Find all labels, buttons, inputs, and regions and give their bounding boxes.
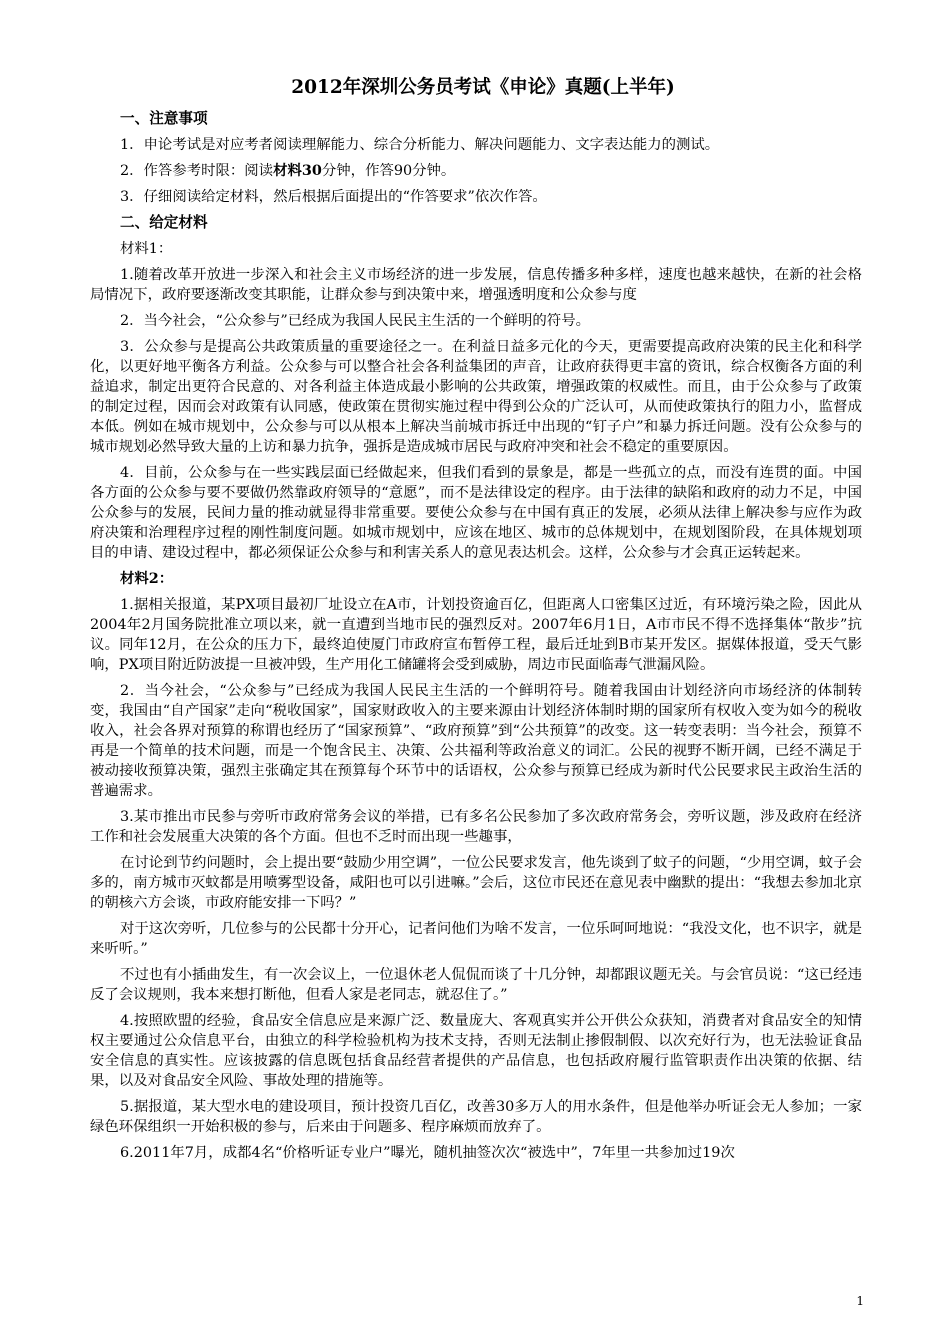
material-2-paragraph: 3.某市推出市民参与旁听市政府常务会议的举措，已有多名公民参加了多次政府常务会，旁听议题，涉及政府在经济工作和社会发展重大决策的各个方面。但也不乏时而出现一些趣事， — [90, 809, 862, 845]
material-2-paragraph: 对于这次旁听，几位参与的公民都十分开心，记者问他们为啥不发言，一位乐呵呵地说：“我没文化，也不识字，就是来听听。” — [90, 921, 862, 957]
notice-item-2-post: 分钟，作答90分钟。 — [321, 163, 456, 179]
material-2-paragraph: 在讨论到节约问题时，会上提出要“鼓励少用空调”，一位公民要求发言，他先谈到了蚊子的问题，“少用空调，蚊子会多的，南方城市灭蚊都是用喷雾型设备，咸阳也可以引进嘛。”会后，这位市民还在意见表中幽默的提出：“我想去参加北京的朝核六方会谈，市政府能安排一下吗？” — [90, 855, 862, 911]
material-2-paragraph: 4.按照欧盟的经验，食品安全信息应是来源广泛、数量庞大、客观真实并公开供公众获知，消费者对食品安全的知情权主要通过公众信息平台，由独立的科学检验机构为技术支持，否则无法制止掺假制假、以次充好行为，也无法验证食品安全信息的真实性。应该披露的信息既包括食品经营者提供的产品信息，也包括政府履行监管职责作出决策的依据、结果，以及对食品安全风险、事故处理的措施等。 — [90, 1013, 862, 1089]
notice-item-2-bold: 材料30 — [273, 162, 322, 179]
material-1-title: 材料1： — [120, 241, 173, 257]
notice-item-2 — [120, 161, 862, 181]
notice-item-2-pre: 2．作答参考时限：阅读 — [120, 163, 274, 179]
material-1-paragraph: 3．公众参与是提高公共政策质量的重要途径之一。在利益日益多元化的今天，更需要提高政府决策的民主化和科学化，以更好地平衡各方利益。公众参与可以整合社会各利益集团的声音，让政府获得更丰富的资讯，综合权衡各方面的利益追求，制定出更符合民意的、对各利益主体造成最小影响的公共政策，增强政策的权威性。而且，由于公众参与了政策的制定过程，因而会对政策有认同感，使政策在贯彻实施过程中得到公众的广泛认可，从而使政策执行的阻力小，监督成本低。例如在城市规划中，公众参与可以从根本上解决当前城市拆迁中出现的“钉子户”和暴力拆迁问题。没有公众参与的城市规划必然导致大量的上访和暴力抗争，强拆是造成城市居民与政府冲突和社会不稳定的重要原因。 — [90, 339, 862, 455]
section-heading-notice: 一、注意事项 — [120, 110, 208, 127]
material-2-title: 材料2： — [120, 570, 174, 587]
material-1-paragraph: 1.随着改革开放进一步深入和社会主义市场经济的进一步发展，信息传播多种多样，速度也越来越快，在新的社会格局情况下，政府要逐渐改变其职能，让群众参与到决策中来，增强透明度和公众参与度 — [90, 267, 862, 303]
material-2-paragraph: 不过也有小插曲发生，有一次会议上，一位退休老人侃侃而谈了十几分钟，却都跟议题无关。与会官员说：“这已经违反了会议规则，我本来想打断他，但看人家是老同志，就忍住了。” — [90, 967, 862, 1003]
document-title: 2012年深圳公务员考试《申论》真题(上半年) — [291, 77, 675, 98]
material-1-paragraph: 4．目前，公众参与在一些实践层面已经做起来，但我们看到的景象是，都是一些孤立的点，而没有连贯的面。中国各方面的公众参与要不要做仍然靠政府领导的“意愿”，而不是法律设定的程序。由于法律的缺陷和政府的动力不足，中国公众参与的发展，民间力量的推动就显得非常重要。要使公众参与在中国有真正的发展，必须从法律上解决参与应作为政府决策和治理程序过程的刚性制度问题。如城市规划中，应该在地区、城市的总体规划中，在规划图阶段，在具体规划项目的申请、建设过程中，都必须保证公众参与和利害关系人的意见表达机会。这样，公众参与才会真正运转起来。 — [90, 465, 862, 561]
material-1-paragraph: 2．当今社会，“公众参与”已经成为我国人民民主生活的一个鲜明的符号。 — [120, 313, 590, 329]
material-2-paragraph: 1.据相关报道，某PX项目最初厂址设立在A市，计划投资逾百亿，但距离人口密集区过近，有环境污染之险，因此从2004年2月国务院批准立项以来，就一直遭到当地市民的强烈反对。2007年6月1日，A市市民不得不选择集体“散步”抗议。同年12月，在公众的压力下，最终迫使厦门市政府宣布暂停工程，最后迁址到B市某开发区。据媒体报道，受天气影响，PX项目附近防波提一旦被冲毁，生产用化工储罐将会受到威胁，周边市民面临毒气泄漏风险。 — [90, 597, 862, 673]
section-heading-materials: 二、给定材料 — [120, 214, 208, 231]
notice-item-3: 3．仔细阅读给定材料，然后根据后面提出的“作答要求”依次作答。 — [120, 189, 547, 205]
notice-item-1: 1．申论考试是对应考者阅读理解能力、综合分析能力、解决问题能力、文字表达能力的测试。 — [120, 137, 720, 153]
material-2-paragraph: 6.2011年7月，成都4名“价格听证专业户”曝光，随机抽签次次“被选中”，7年里一共参加过19次 — [120, 1145, 735, 1161]
page-number: 1 — [856, 1294, 864, 1308]
material-2-paragraph: 2．当今社会，“公众参与”已经成为我国人民民主生活的一个鲜明符号。随着我国由计划经济向市场经济的体制转变，我国由“自产国家”走向“税收国家”，国家财政收入的主要来源由计划经济体制时期的国家所有权收入变为如今的税收收入，社会各界对预算的称谓也经历了“国家预算”、“政府预算”到“公共预算”的改变。这一转变表明：当今社会，预算不再是一个简单的技术问题，而是一个饱含民主、决策、公共福利等政治意义的词汇。公民的视野不断开阔，已经不满足于被动接收预算决策，强烈主张确定其在预算每个环节中的话语权，公众参与预算已经成为新时代公民要求民主政治生活的普遍需求。 — [90, 683, 862, 799]
material-2-paragraph: 5.据报道，某大型水电的建设项目，预计投资几百亿，改善30多万人的用水条件，但是他举办听证会无人参加；一家绿色环保组织一开始积极的参与，后来由于问题多、程序麻烦而放弃了。 — [90, 1099, 862, 1135]
